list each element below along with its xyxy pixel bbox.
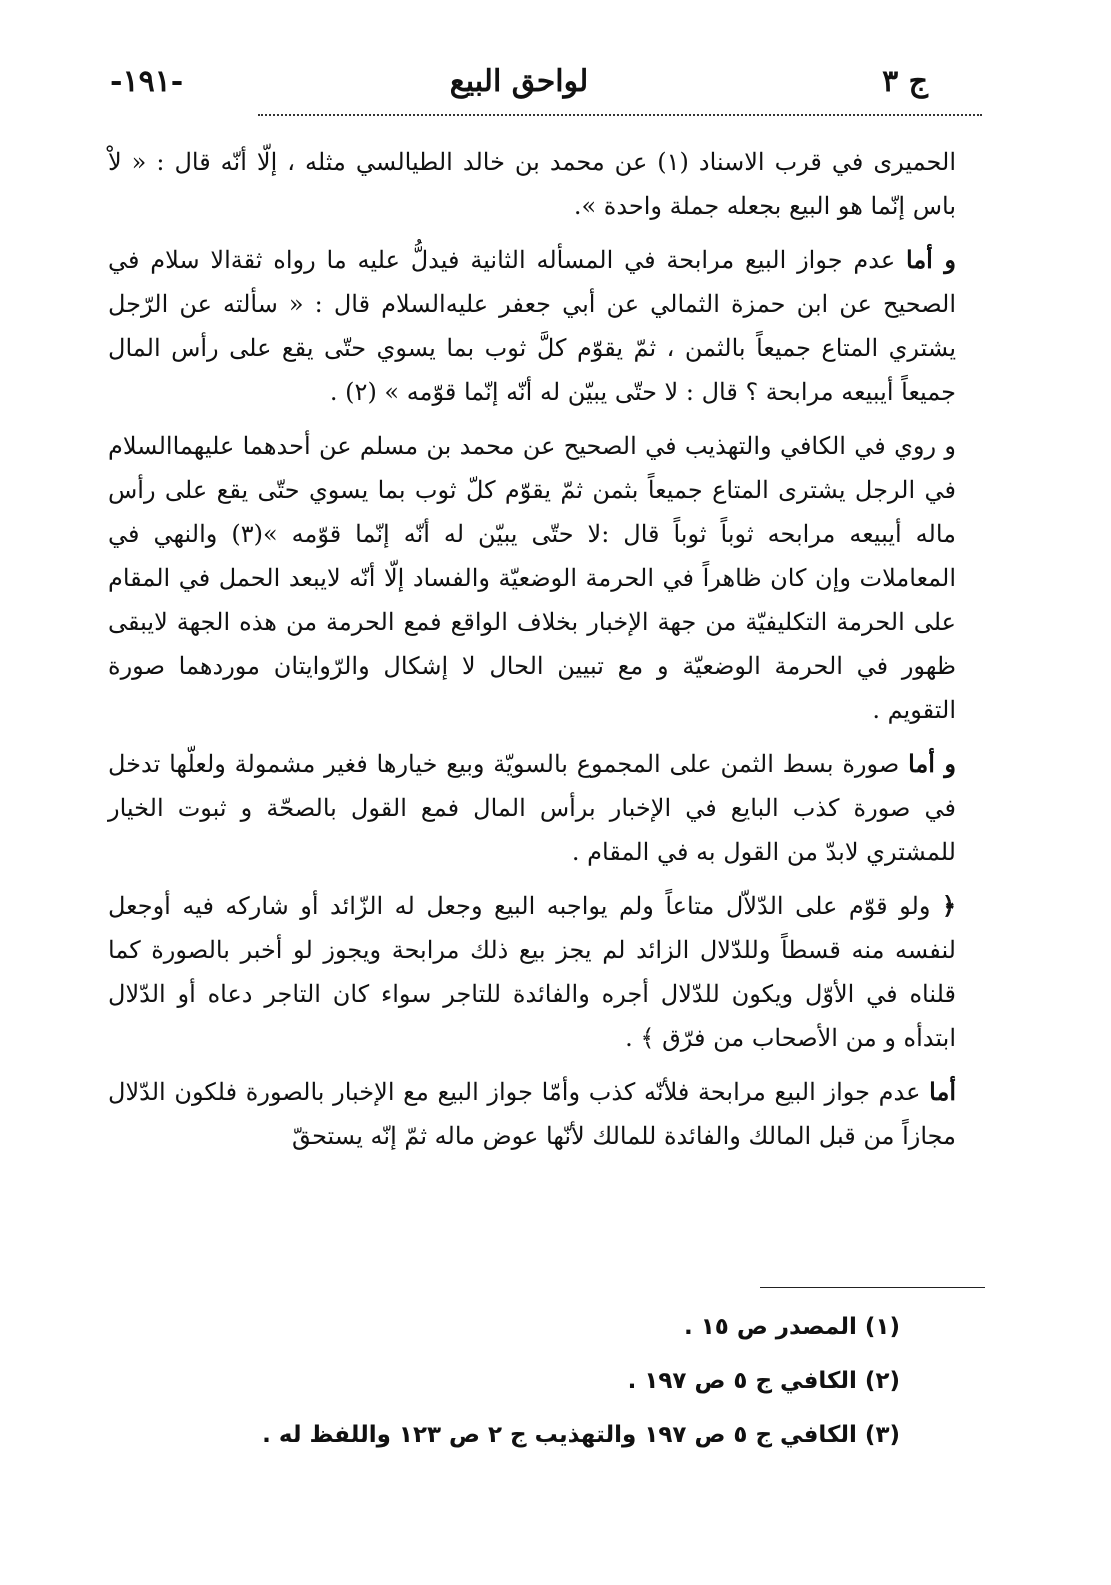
- footnote-3: (٣) الكافي ج ٥ ص ١٩٧ والتهذيب ج ٢ ص ١٢٣ واللفظ له .: [262, 1422, 900, 1448]
- footnote-divider: [760, 1287, 985, 1288]
- paragraph-text: و روي في الكافي والتهذيب في الصحيح عن محمد بن مسلم عن أحدهما عليهما‌السلام في الرجل يشترى المتاع جميعاً بثمن ثمّ يقوّم كلّ ثوب بما يسوي حتّى يقع على رأس ماله أيبيعه مرابحه ثوباً ثوباً قال :لا حتّى يبيّن له أنّه إنّما قوّمه »(٣) والنهي في المعاملات وإن كان ظاهراً في الحرمة الوضعيّة والفساد إلّا أنّه لايبعد الحمل في المقام على الحرمة التكليفيّة من جهة الإخبار بخلاف الواقع فمع الحرمة من هذه الجهة لايبقى ظهور في الحرمة الوضعيّة و مع تبيين الحال لا إشكال والرّوايتان موردهما صورة التقويم .: [108, 432, 956, 724]
- main-text: [108, 140, 956, 1158]
- footnotes: [250, 1300, 900, 1462]
- footnote-1: (١) المصدر ص ١٥ .: [684, 1314, 900, 1340]
- page-number: -١٩١-: [110, 64, 184, 99]
- paragraph-lead: ﴿: [941, 891, 956, 920]
- paragraph-3: [108, 424, 956, 732]
- paragraph-text: صورة بسط الثمن على المجموع بالسويّة وبيع خيارها فغير مشمولة ولعلّها تدخل في صورة كذب البايع في الإخبار برأس المال فمع القول بالصحّة و ثبوت الخيار للمشتري لابدّ من القول به في المقام .: [108, 750, 956, 866]
- volume-label: ج ٣: [882, 64, 928, 99]
- paragraph-4: [108, 742, 956, 874]
- paragraph-lead: و أما: [908, 749, 956, 778]
- paragraph-text: عدم جواز البيع مرابحة في المسأله الثانية فيدلُّ عليه ما رواه ثقةالا سلام في الصحيح عن ابن حمزة الثمالي عن أبي جعفر عليه‌السلام قال : « سألته عن الرّجل يشتري المتاع جميعاً بالثمن ، ثمّ يقوّم كلَّ ثوب بما يسوي حتّى يقع على رأس المال جميعاً أيبيعه مرابحة ؟ قال : لا حتّى يبيّن له أنّه إنّما قوّمه » (٢) .: [108, 246, 956, 406]
- paragraph-1: [108, 140, 956, 228]
- paragraph-text: عدم جواز البيع مرابحة فلأنّه كذب وأمّا جواز البيع مع الإخبار بالصورة فلكون الدّلال مجازاً من قبل المالك والفائدة للمالك لأنّها عوض ماله ثمّ إنّه يستحقّ: [108, 1078, 956, 1150]
- chapter-title: لواحق البيع: [449, 64, 589, 99]
- footnote-2: (٢) الكافي ج ٥ ص ١٩٧ .: [627, 1368, 900, 1394]
- paragraph-lead: أما: [929, 1077, 956, 1106]
- paragraph-text: ولو قوّم على الدّلاّل متاعاً ولم يواجبه البيع وجعل له الزّائد أو شاركه فيه أوجعل لنفسه منه قسطاً وللدّلال الزائد لم يجز بيع ذلك مرابحة ويجوز لو أخبر بالصورة كما قلناه في الأوّل ويكون للدّلال أجره والفائدة للتاجر سواء كان التاجر دعاه أو الدّلال ابتدأه و من الأصحاب من فرّق ﴾ .: [108, 892, 956, 1052]
- paragraph-6: [108, 1070, 956, 1158]
- paragraph-5: [108, 884, 956, 1060]
- paragraph-lead: و أما: [906, 245, 956, 274]
- paragraph-text: الحميرى في قرب الاسناد (١) عن محمد بن خالد الطيالسي مثله ، إلّا أنّه قال : « لاْ باس إنّما هو البيع بجعله جملة واحدة ».: [108, 148, 957, 220]
- running-header: [110, 62, 928, 102]
- header-divider: [258, 114, 982, 116]
- paragraph-2: [108, 238, 956, 414]
